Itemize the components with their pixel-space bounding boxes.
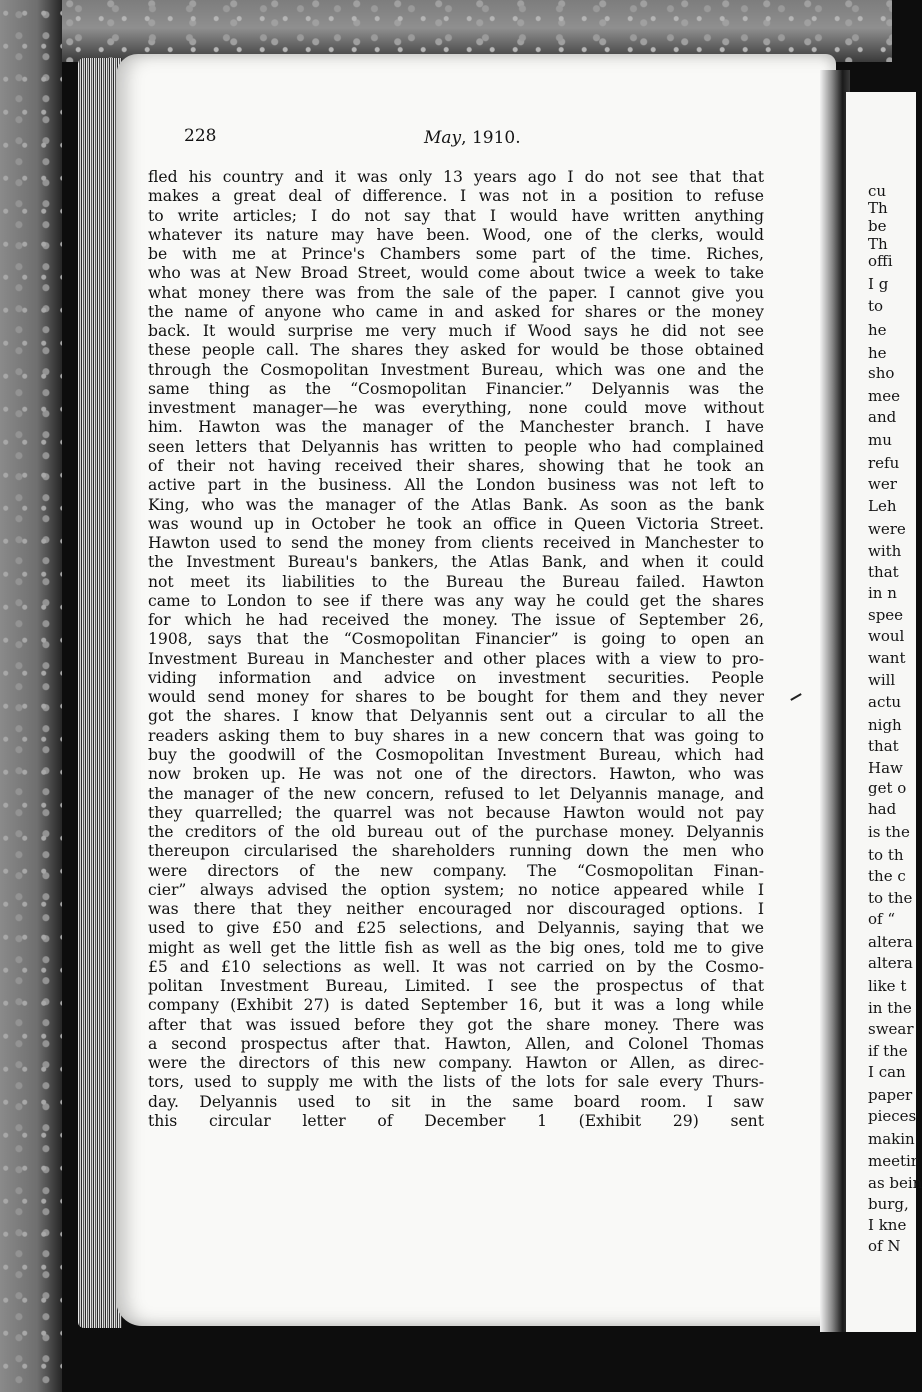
facing-page-line: get o xyxy=(868,779,907,797)
facing-page-line: Leh xyxy=(868,497,897,515)
text-line: came to London to see if there was any way he could get the shares xyxy=(148,591,764,610)
facing-page-line: I kne xyxy=(868,1216,907,1234)
text-line: Hawton used to send the money from clients received in Manchester to xyxy=(148,534,764,553)
facing-page-line: like t xyxy=(868,977,907,995)
text-line: investment manager—he was everything, none could move without xyxy=(148,399,764,418)
text-line: King, who was the manager of the Atlas Bank. As soon as the bank xyxy=(148,495,764,514)
facing-page-line: want xyxy=(868,649,906,667)
facing-page-line: sho xyxy=(868,364,895,382)
running-head-month: May xyxy=(424,128,462,148)
facing-page-line: Th xyxy=(868,199,888,217)
facing-page-line: as bein xyxy=(868,1174,922,1192)
text-line: this circular letter of December 1 (Exhibit 29) sent xyxy=(148,1112,764,1131)
facing-page-line: that xyxy=(868,737,899,755)
facing-page-line: paper xyxy=(868,1086,913,1104)
text-line: was there that they neither encouraged nor discouraged options. I xyxy=(148,900,764,919)
text-line: active part in the business. All the London business was not left to xyxy=(148,476,764,495)
text-line: these people call. The shares they asked for would be those obtained xyxy=(148,341,764,360)
facing-page-line: spee xyxy=(868,606,904,624)
facing-page-line: I can xyxy=(868,1063,906,1081)
facing-page-line: of N xyxy=(868,1237,901,1255)
facing-page-line: refu xyxy=(868,454,900,472)
text-line: of their not having received their shares, showing that he took an xyxy=(148,456,764,475)
text-line: the name of anyone who came in and asked for shares or the money xyxy=(148,302,764,321)
facing-page-line: nigh xyxy=(868,716,902,734)
facing-page-line: Haw xyxy=(868,759,903,777)
facing-page-line: Th xyxy=(868,235,888,253)
text-line: were directors of the new company. The “Cosmopolitan Finan- xyxy=(148,861,764,880)
facing-page-line: I g xyxy=(868,275,889,293)
facing-page-line: to the xyxy=(868,889,913,907)
text-line: might as well get the little fish as well as the big ones, told me to give xyxy=(148,938,764,957)
facing-page-line: meetir xyxy=(868,1152,918,1170)
text-line: the manager of the new concern, refused to let Delyannis manage, and xyxy=(148,784,764,803)
facing-page-line: offi xyxy=(868,252,893,270)
text-line: back. It would surprise me very much if Wood says he did not see xyxy=(148,322,764,341)
body-text xyxy=(148,168,764,1131)
running-head-year: , 1910. xyxy=(461,128,521,148)
text-line: makes a great deal of difference. I was not in a position to refuse xyxy=(148,187,764,206)
facing-page-line: wer xyxy=(868,475,897,493)
facing-page-line: altera xyxy=(868,954,913,972)
facing-page-line: if the xyxy=(868,1042,908,1060)
text-line: Investment Bureau in Manchester and other places with a view to pro- xyxy=(148,649,764,668)
text-line: now broken up. He was not one of the directors. Hawton, who was xyxy=(148,765,764,784)
text-line: tors, used to supply me with the lists of the lots for sale every Thurs- xyxy=(148,1073,764,1092)
facing-page-line: pieces xyxy=(868,1107,917,1125)
text-line: were the directors of this new company. Hawton or Allen, as direc- xyxy=(148,1054,764,1073)
scanner-bed-left xyxy=(0,0,62,1392)
facing-page-line: with xyxy=(868,542,902,560)
facing-page-line: to th xyxy=(868,846,904,864)
text-line: £5 and £10 selections as well. It was not carried on by the Cosmo- xyxy=(148,957,764,976)
facing-page-line: will xyxy=(868,671,896,689)
text-line: thereupon circularised the shareholders running down the men who xyxy=(148,842,764,861)
facing-page-line: mee xyxy=(868,387,900,405)
text-line: after that was issued before they got the share money. There was xyxy=(148,1015,764,1034)
facing-page-line: actu xyxy=(868,693,902,711)
text-line: 1908, says that the “Cosmopolitan Financier” is going to open an xyxy=(148,630,764,649)
text-line: would send money for shares to be bought for them and they never xyxy=(148,688,764,707)
text-line: a second prospectus after that. Hawton, Allen, and Colonel Thomas xyxy=(148,1034,764,1053)
facing-page-line: the c xyxy=(868,867,906,885)
facing-page-line: in n xyxy=(868,584,897,602)
text-line: seen letters that Delyannis has written to people who had complained xyxy=(148,437,764,456)
facing-page-line: burg, xyxy=(868,1195,909,1213)
text-line: who was at New Broad Street, would come about twice a week to take xyxy=(148,264,764,283)
text-line: fled his country and it was only 13 years ago I do not see that that xyxy=(148,168,764,186)
facing-page-line: were xyxy=(868,520,906,538)
text-line: same thing as the “Cosmopolitan Financier.” Delyannis was the xyxy=(148,379,764,398)
facing-page-line: cu xyxy=(868,182,887,200)
text-line: got the shares. I know that Delyannis sent out a circular to all the xyxy=(148,707,764,726)
facing-page-line: and xyxy=(868,408,897,426)
facing-page-line: mu xyxy=(868,431,892,449)
text-line: they quarrelled; the quarrel was not because Hawton would not pay xyxy=(148,803,764,822)
text-line: be with me at Prince's Chambers some part of the time. Riches, xyxy=(148,245,764,264)
facing-page xyxy=(846,92,922,1332)
facing-page-line: to xyxy=(868,297,884,315)
text-line: through the Cosmopolitan Investment Bureau, which was one and the xyxy=(148,360,764,379)
text-line: used to give £50 and £25 selections, and Delyannis, saying that we xyxy=(148,919,764,938)
text-line: what money there was from the sale of the paper. I cannot give you xyxy=(148,283,764,302)
facing-page-line: makin xyxy=(868,1130,915,1148)
text-line: company (Exhibit 27) is dated September 16, but it was a long while xyxy=(148,996,764,1015)
text-line: politan Investment Bureau, Limited. I see the prospectus of that xyxy=(148,977,764,996)
text-line: buy the goodwill of the Cosmopolitan Investment Bureau, which had xyxy=(148,745,764,764)
scanner-bed-top xyxy=(0,0,892,62)
text-line: was wound up in October he took an office in Queen Victoria Street. xyxy=(148,514,764,533)
facing-page-line: is the xyxy=(868,823,910,841)
page-number: 228 xyxy=(184,126,217,146)
facing-page-line: he xyxy=(868,321,887,339)
text-line: the Investment Bureau's bankers, the Atlas Bank, and when it could xyxy=(148,553,764,572)
facing-page-line: woul xyxy=(868,627,905,645)
text-line: him. Hawton was the manager of the Manchester branch. I have xyxy=(148,418,764,437)
text-line: viding information and advice on investment securities. People xyxy=(148,668,764,687)
text-line: whatever its nature may have been. Wood, one of the clerks, would xyxy=(148,225,764,244)
text-line: cier” always advised the option system; no notice appeared while I xyxy=(148,880,764,899)
text-line: the creditors of the old bureau out of the purchase money. Delyannis xyxy=(148,823,764,842)
facing-page-line: in the xyxy=(868,999,912,1017)
text-line: not meet its liabilities to the Bureau the Bureau failed. Hawton xyxy=(148,572,764,591)
running-head xyxy=(424,128,521,148)
facing-page-line: swear xyxy=(868,1020,914,1038)
facing-page-line: be xyxy=(868,217,887,235)
text-line: to write articles; I do not say that I would have written anything xyxy=(148,206,764,225)
text-line: readers asking them to buy shares in a new concern that was going to xyxy=(148,726,764,745)
text-line: day. Delyannis used to sit in the same board room. I saw xyxy=(148,1092,764,1111)
facing-page-line: of “ xyxy=(868,910,896,928)
text-line: for which he had received the money. The issue of September 26, xyxy=(148,611,764,630)
facing-page-line: altera xyxy=(868,933,913,951)
facing-page-line: that xyxy=(868,563,899,581)
facing-page-line: he xyxy=(868,344,887,362)
facing-page-line: had xyxy=(868,800,897,818)
